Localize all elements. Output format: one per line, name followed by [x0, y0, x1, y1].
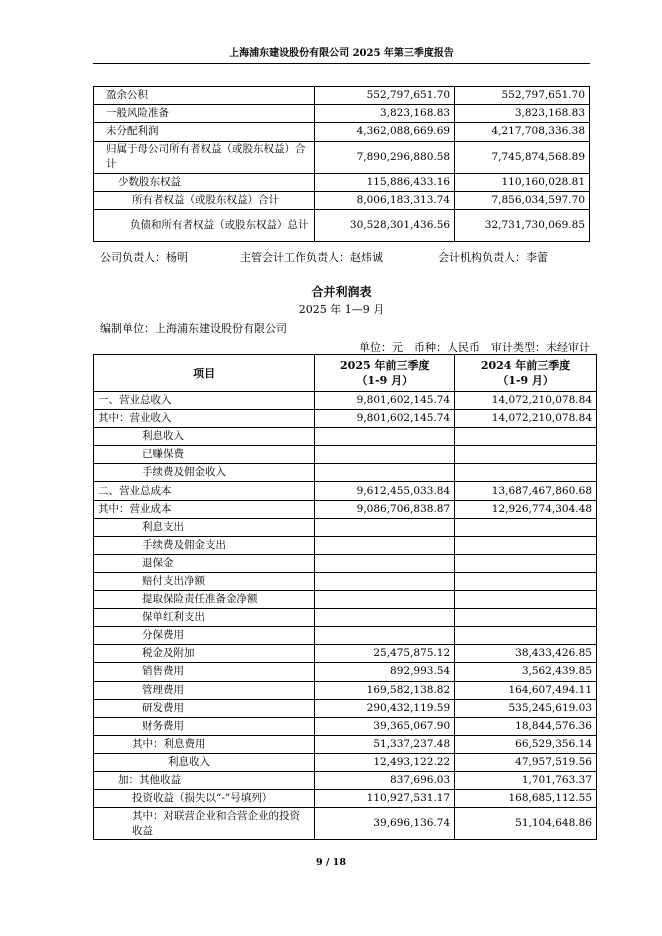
previous-value [455, 464, 597, 482]
table-row [94, 518, 597, 536]
table-row [94, 87, 590, 105]
row-label: 财务费用 [94, 717, 315, 735]
column-header-current [315, 355, 455, 392]
row-label: 未分配利润 [94, 123, 315, 141]
previous-value [455, 518, 597, 536]
table-row [94, 410, 597, 428]
previous-value: 164,607,494.11 [455, 681, 597, 699]
previous-value: 110,160,028.81 [455, 173, 590, 191]
table-row [94, 141, 590, 173]
row-label: 其中：对联营企业和合营企业的投资收益 [94, 808, 315, 840]
previous-value: 168,685,112.55 [455, 790, 597, 808]
table-row [94, 173, 590, 191]
column-header-previous [455, 355, 597, 392]
previous-value [455, 428, 597, 446]
accounting-org-head: 会计机构负责人：李蕾 [438, 251, 548, 264]
row-label: 已赚保费 [94, 446, 315, 464]
table-row [94, 105, 590, 123]
current-value [315, 536, 455, 554]
column-header-item: 项目 [94, 355, 315, 392]
row-label: 税金及附加 [94, 645, 315, 663]
table-row [94, 464, 597, 482]
previous-value: 3,562,439.85 [455, 663, 597, 681]
table-row [94, 771, 597, 789]
table-row [94, 209, 590, 241]
table-row [94, 482, 597, 500]
previous-value [455, 446, 597, 464]
row-label: 二、营业总成本 [94, 482, 315, 500]
current-value [315, 554, 455, 572]
current-value: 30,528,301,436.56 [315, 209, 455, 241]
table-row [94, 699, 597, 717]
table-row [94, 536, 597, 554]
header-previous-line2: （1-9 月） [497, 374, 554, 387]
current-value [315, 591, 455, 609]
accounting-head: 主管会计工作负责人：赵炜诚 [240, 251, 383, 264]
row-label: 手续费及佣金收入 [94, 464, 315, 482]
previous-value: 38,433,426.85 [455, 645, 597, 663]
table-row [94, 428, 597, 446]
row-label: 利息支出 [94, 518, 315, 536]
current-value [315, 446, 455, 464]
header-current-line1: 2025 年前三季度 [340, 359, 430, 372]
table-row [94, 790, 597, 808]
row-label: 一、营业总收入 [94, 392, 315, 410]
table-row [94, 554, 597, 572]
current-value: 39,365,067.90 [315, 717, 455, 735]
current-value: 110,927,531.17 [315, 790, 455, 808]
compiling-unit: 编制单位：上海浦东建设股份有限公司 [100, 322, 287, 335]
current-value: 552,797,651.70 [315, 87, 455, 105]
row-label: 其中：营业收入 [94, 410, 315, 428]
row-label: 负债和所有者权益（或股东权益）总计 [94, 209, 315, 241]
previous-value [455, 572, 597, 590]
previous-value: 32,731,730,069.85 [455, 209, 590, 241]
current-value: 9,612,455,033.84 [315, 482, 455, 500]
row-label: 少数股东权益 [94, 173, 315, 191]
previous-value: 14,072,210,078.84 [455, 392, 597, 410]
unit-currency-audit: 单位：元 币种：人民币 审计类型：未经审计 [359, 341, 590, 354]
row-label: 管理费用 [94, 681, 315, 699]
row-label: 分保费用 [94, 627, 315, 645]
current-value: 12,493,122.22 [315, 753, 455, 771]
row-label: 一般风险准备 [94, 105, 315, 123]
row-label: 其中：利息费用 [94, 735, 315, 753]
current-value: 9,086,706,838.87 [315, 500, 455, 518]
table-row [94, 717, 597, 735]
previous-value [455, 627, 597, 645]
table-row [94, 609, 597, 627]
current-value: 115,886,433.16 [315, 173, 455, 191]
row-label: 其中：营业成本 [94, 500, 315, 518]
table-row [94, 191, 590, 209]
current-value: 169,582,138.82 [315, 681, 455, 699]
previous-value: 7,856,034,597.70 [455, 191, 590, 209]
previous-value: 1,701,763.37 [455, 771, 597, 789]
row-label: 研发费用 [94, 699, 315, 717]
row-label: 手续费及佣金支出 [94, 536, 315, 554]
table-row [94, 753, 597, 771]
current-value [315, 609, 455, 627]
previous-value: 552,797,651.70 [455, 87, 590, 105]
row-label: 盈余公积 [94, 87, 315, 105]
row-label: 所有者权益（或股东权益）合计 [94, 191, 315, 209]
current-value: 837,696.03 [315, 771, 455, 789]
current-value: 25,475,875.12 [315, 645, 455, 663]
row-label: 退保金 [94, 554, 315, 572]
previous-value: 14,072,210,078.84 [455, 410, 597, 428]
statement-title: 合并利润表 [311, 285, 372, 299]
statement-period: 2025 年 1—9 月 [298, 303, 385, 316]
current-value [315, 627, 455, 645]
previous-value: 3,823,168.83 [455, 105, 590, 123]
company-head: 公司负责人：杨明 [100, 251, 188, 264]
table-row [94, 681, 597, 699]
row-label: 保单红利支出 [94, 609, 315, 627]
previous-value [455, 536, 597, 554]
row-label: 利息收入 [94, 428, 315, 446]
previous-value [455, 609, 597, 627]
previous-value: 51,104,648.86 [455, 808, 597, 840]
current-value: 9,801,602,145.74 [315, 410, 455, 428]
previous-value: 47,957,519.56 [455, 753, 597, 771]
current-value: 8,006,183,313.74 [315, 191, 455, 209]
table-row [94, 735, 597, 753]
row-label: 投资收益（损失以“-”号填列） [94, 790, 315, 808]
header-previous-line1: 2024 年前三季度 [480, 359, 571, 372]
current-value: 4,362,088,669.69 [315, 123, 455, 141]
current-value: 7,890,296,880.58 [315, 141, 455, 173]
table-row [94, 663, 597, 681]
previous-value: 13,687,467,860.68 [455, 482, 597, 500]
table-header-row [94, 355, 597, 392]
table-row [94, 808, 597, 840]
current-value [315, 428, 455, 446]
table-row [94, 500, 597, 518]
table-row [94, 627, 597, 645]
previous-value [455, 554, 597, 572]
previous-value: 4,217,708,336.38 [455, 123, 590, 141]
current-value: 9,801,602,145.74 [315, 392, 455, 410]
current-value: 290,432,119.59 [315, 699, 455, 717]
header-current-line2: （1-9 月） [356, 374, 414, 387]
row-label: 赔付支出净额 [94, 572, 315, 590]
previous-value: 12,926,774,304.48 [455, 500, 597, 518]
current-value [315, 518, 455, 536]
balance-sheet-table [93, 86, 590, 242]
previous-value: 535,245,619.03 [455, 699, 597, 717]
table-row [94, 591, 597, 609]
row-label: 提取保险责任准备金净额 [94, 591, 315, 609]
current-value: 892,993.54 [315, 663, 455, 681]
row-label: 加：其他收益 [94, 771, 315, 789]
previous-value: 18,844,576.36 [455, 717, 597, 735]
current-value: 3,823,168.83 [315, 105, 455, 123]
income-statement-table [93, 354, 597, 840]
row-label: 销售费用 [94, 663, 315, 681]
page-number: 9 / 18 [316, 857, 346, 868]
current-value: 39,696,136.74 [315, 808, 455, 840]
current-value [315, 464, 455, 482]
row-label: 利息收入 [94, 753, 315, 771]
previous-value [455, 591, 597, 609]
report-header: 上海浦东建设股份有限公司 2025 年第三季度报告 [93, 44, 590, 64]
table-row [94, 446, 597, 464]
table-row [94, 392, 597, 410]
previous-value: 66,529,356.14 [455, 735, 597, 753]
row-label: 归属于母公司所有者权益（或股东权益）合计 [94, 141, 315, 173]
table-row [94, 572, 597, 590]
current-value [315, 572, 455, 590]
previous-value: 7,745,874,568.89 [455, 141, 590, 173]
table-row [94, 645, 597, 663]
current-value: 51,337,237.48 [315, 735, 455, 753]
table-row [94, 123, 590, 141]
